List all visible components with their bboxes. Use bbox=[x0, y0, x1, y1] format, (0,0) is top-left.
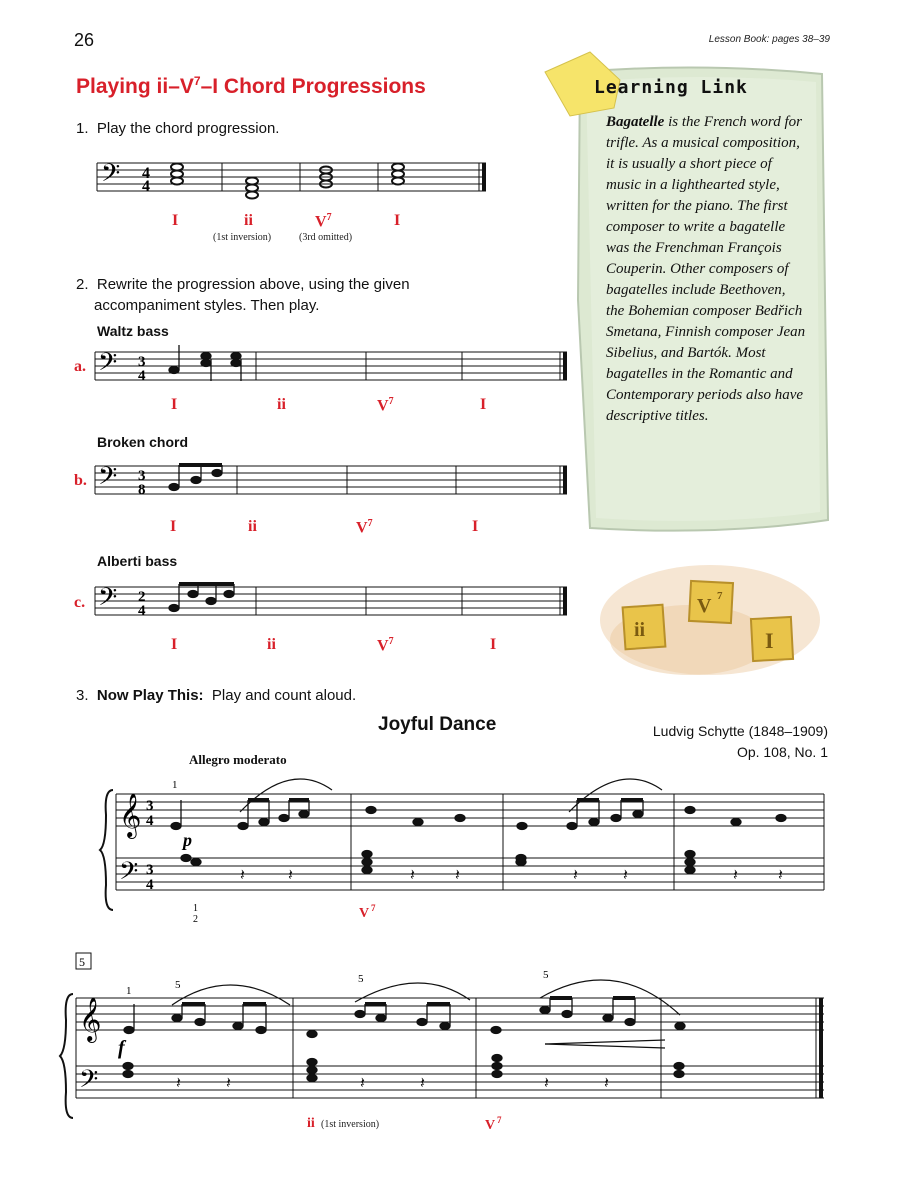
svg-text:𝄽: 𝄽 bbox=[604, 1075, 609, 1092]
exercise-3 bbox=[76, 685, 356, 706]
piece-title: Joyful Dance bbox=[378, 714, 497, 735]
bass-chords-system-1 bbox=[181, 851, 695, 874]
exercise-1-text: Play the chord progression. bbox=[96, 120, 280, 137]
ex2a-chord-i: I bbox=[171, 396, 178, 413]
alberti-bass-notes bbox=[169, 584, 234, 612]
time-sig-top: 2 bbox=[138, 589, 146, 605]
svg-text:7: 7 bbox=[717, 590, 723, 602]
learning-link-term: Bagatelle bbox=[606, 114, 665, 130]
ex1-chord-i: I bbox=[172, 212, 179, 229]
treble-clef-icon: 𝄞 bbox=[79, 999, 102, 1041]
bass-clef-icon: 𝄢 bbox=[79, 1066, 99, 1099]
chord-block-ii bbox=[623, 605, 666, 650]
chord-sup: 7 bbox=[388, 636, 394, 647]
svg-text:𝄽: 𝄽 bbox=[573, 867, 578, 884]
rests-system-2 bbox=[176, 1075, 609, 1092]
chord-blocks-illustration bbox=[600, 565, 820, 675]
time-sig-bottom: 8 bbox=[138, 482, 146, 498]
composer-name: Ludvig Schytte (1848–1909) bbox=[652, 723, 828, 739]
title-main: Playing ii–V bbox=[76, 75, 194, 98]
bass-clef-icon: 𝄢 bbox=[98, 463, 118, 496]
svg-text:𝄽: 𝄽 bbox=[623, 867, 628, 884]
ex1-note-omitted: (3rd omitted) bbox=[299, 232, 353, 243]
time-sig-bottom: 4 bbox=[138, 603, 146, 619]
svg-text:𝄽: 𝄽 bbox=[360, 1075, 365, 1092]
chord-sup: 7 bbox=[367, 518, 373, 529]
chord-label-v7-system-2 bbox=[485, 1115, 502, 1133]
svg-text:𝄽: 𝄽 bbox=[410, 867, 415, 884]
fingering: 1 bbox=[172, 779, 178, 791]
fingering: 1 bbox=[193, 903, 198, 914]
style-label-broken: Broken chord bbox=[97, 434, 189, 450]
svg-text:𝄽: 𝄽 bbox=[226, 1075, 231, 1092]
page-number: 26 bbox=[74, 30, 95, 50]
svg-text:7: 7 bbox=[371, 903, 376, 913]
chord-label-ii-system-2 bbox=[307, 1116, 379, 1131]
staff-ex1 bbox=[97, 163, 486, 191]
ex1-chord-v7-label: V bbox=[315, 213, 327, 231]
ex2a-chord-ii: ii bbox=[277, 396, 286, 413]
chord-label: V bbox=[377, 637, 389, 655]
fingering: 2 bbox=[193, 914, 198, 925]
bass-clef-icon: 𝄢 bbox=[98, 349, 118, 382]
exercise-3-heading: Now Play This: bbox=[96, 687, 204, 704]
exercise-3-text: Play and count aloud. bbox=[211, 687, 357, 704]
ex1-note-inversion: (1st inversion) bbox=[213, 232, 272, 243]
svg-text:𝄽: 𝄽 bbox=[176, 1075, 181, 1092]
ex2b-chord-i-end: I bbox=[472, 518, 479, 535]
style-letter-a: a. bbox=[74, 358, 86, 375]
staff-ex2a bbox=[95, 352, 567, 380]
svg-text:4: 4 bbox=[146, 877, 154, 893]
ex2b-chord-ii: ii bbox=[248, 518, 257, 535]
svg-text:𝄽: 𝄽 bbox=[733, 867, 738, 884]
svg-text:𝄽: 𝄽 bbox=[240, 867, 245, 884]
chord-block-i bbox=[751, 617, 793, 661]
ex2c-chord-i-end: I bbox=[490, 636, 497, 653]
style-label-waltz: Waltz bass bbox=[97, 323, 169, 339]
bass-clef-icon: 𝄢 bbox=[119, 858, 139, 891]
time-sig-top: 3 bbox=[138, 354, 146, 370]
ex2c-chord-i: I bbox=[171, 636, 178, 653]
svg-text:𝄽: 𝄽 bbox=[544, 1075, 549, 1092]
ex1-chord-v7-sup: 7 bbox=[326, 212, 332, 223]
ex2c-chord-ii: ii bbox=[267, 636, 276, 653]
tempo-marking: Allegro moderato bbox=[189, 752, 287, 767]
chord-label-v7-system-1 bbox=[359, 903, 376, 921]
svg-text:(1st inversion): (1st inversion) bbox=[321, 1119, 380, 1130]
treble-notes-system-2 bbox=[124, 998, 685, 1038]
ex1-chord-ii: ii bbox=[244, 212, 253, 229]
learning-link-title: Learning Link bbox=[594, 77, 748, 98]
learning-link-body bbox=[606, 112, 806, 427]
exercise-2-line2: accompaniment styles. Then play. bbox=[94, 297, 320, 314]
svg-text:7: 7 bbox=[497, 1115, 502, 1125]
time-sig-bottom: 4 bbox=[138, 368, 146, 384]
svg-text:4: 4 bbox=[146, 813, 154, 829]
svg-text:𝄽: 𝄽 bbox=[288, 867, 293, 884]
ex2c-chord-v7 bbox=[377, 636, 394, 655]
fingering: 5 bbox=[543, 969, 549, 981]
svg-text:ii: ii bbox=[634, 619, 646, 641]
rests-system-1 bbox=[240, 867, 783, 884]
fingering: 5 bbox=[358, 973, 364, 985]
svg-text:V: V bbox=[485, 1118, 496, 1133]
svg-text:I: I bbox=[765, 628, 774, 653]
svg-text:4: 4 bbox=[142, 165, 150, 182]
fingering: 1 bbox=[126, 985, 132, 997]
chords-ex1 bbox=[171, 164, 404, 199]
svg-text:𝄽: 𝄽 bbox=[455, 867, 460, 884]
svg-text:𝄽: 𝄽 bbox=[778, 867, 783, 884]
exercise-2 bbox=[76, 274, 410, 316]
svg-text:3: 3 bbox=[146, 798, 154, 814]
title-end: –I Chord Progressions bbox=[200, 75, 426, 98]
treble-notes-system-1 bbox=[171, 800, 786, 830]
style-letter-c: c. bbox=[74, 594, 86, 611]
exercise-3-number: 3. bbox=[76, 687, 89, 704]
ex2b-chord-i: I bbox=[170, 518, 177, 535]
staff-ex2b bbox=[95, 466, 567, 494]
lesson-reference: Lesson Book: pages 38–39 bbox=[708, 34, 830, 45]
chord-label: V bbox=[377, 397, 389, 415]
chord-label: V bbox=[356, 519, 368, 537]
svg-text:V: V bbox=[359, 906, 370, 921]
ex2a-chord-i-end: I bbox=[480, 396, 487, 413]
svg-text:ii: ii bbox=[307, 1116, 315, 1131]
style-label-alberti: Alberti bass bbox=[97, 553, 178, 569]
dynamic-p: p bbox=[183, 830, 192, 850]
grand-staff-1 bbox=[100, 790, 824, 910]
staff-ex2c bbox=[95, 587, 567, 615]
chord-sup: 7 bbox=[388, 396, 394, 407]
measure-number: 5 bbox=[79, 955, 85, 969]
learning-link-description: is the French word for trifle. As a musical composition, it is usually a short piece of music in a lighthearted style, written for the piano. The first composer to write a bagatelle was the Frenchman François Couperin. Other composers of bagatelles include Beethoven, the Bohemian composer Bedřich Smetana, Finnish composer Jean Sibelius, and Bartók. Most bagatelles in the Romantic and Contemporary periods also have descriptive titles. bbox=[606, 114, 806, 424]
fingering: 5 bbox=[175, 979, 181, 991]
dynamic-f: f bbox=[118, 1037, 125, 1059]
bass-chords-system-2 bbox=[123, 1055, 684, 1082]
treble-clef-icon: 𝄞 bbox=[119, 795, 142, 837]
svg-text:𝄽: 𝄽 bbox=[420, 1075, 425, 1092]
svg-text:V: V bbox=[697, 595, 712, 617]
style-letter-b: b. bbox=[74, 472, 87, 489]
opus-number: Op. 108, No. 1 bbox=[736, 744, 828, 760]
bass-clef-icon: 𝄢 bbox=[101, 160, 121, 193]
waltz-bass-notes bbox=[169, 345, 241, 381]
svg-text:3: 3 bbox=[146, 862, 154, 878]
ex2b-chord-v7 bbox=[356, 518, 373, 537]
title-superscript: 7 bbox=[193, 74, 201, 88]
composer-credit bbox=[653, 721, 828, 763]
ex2a-chord-v7 bbox=[377, 396, 394, 415]
chord-block-v7 bbox=[689, 581, 733, 623]
exercise-1-number: 1. bbox=[76, 120, 89, 137]
bass-clef-icon: 𝄢 bbox=[98, 584, 118, 617]
grand-staff-2 bbox=[60, 994, 824, 1118]
exercise-2-line1: Rewrite the progression above, using the given bbox=[96, 276, 410, 293]
ex1-chord-i-end: I bbox=[394, 212, 401, 229]
ex1-chord-v7 bbox=[315, 212, 332, 231]
svg-text:4: 4 bbox=[142, 178, 150, 195]
exercise-2-number: 2. bbox=[76, 276, 89, 293]
time-sig-top: 3 bbox=[138, 468, 146, 484]
